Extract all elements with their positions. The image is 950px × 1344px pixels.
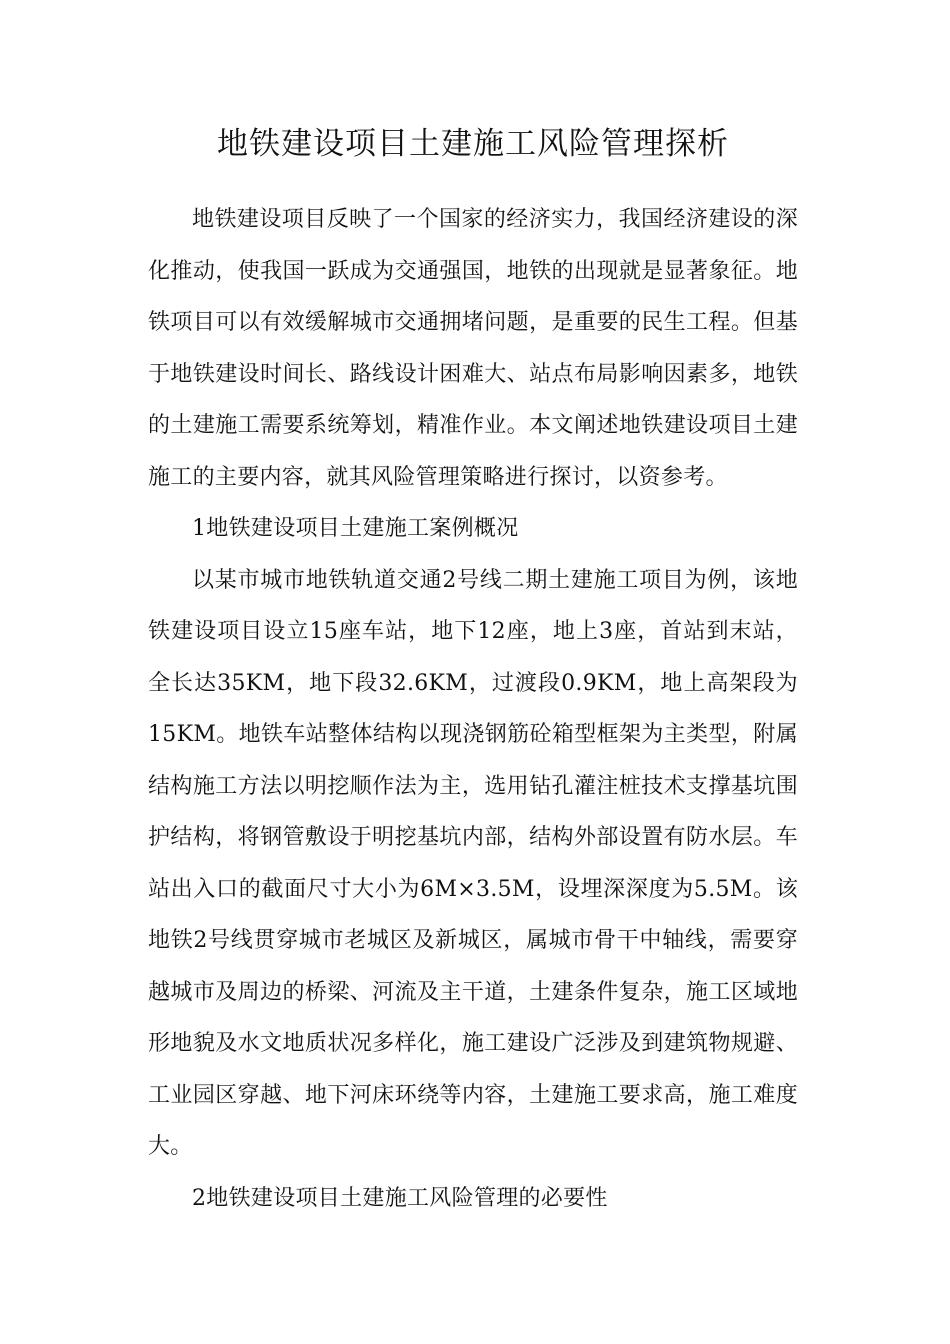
document-body (148, 194, 798, 1224)
document-title: 地铁建设项目土建施工风险管理探析 (217, 126, 729, 162)
intro-paragraph: 地铁建设项目反映了一个国家的经济实力，我国经济建设的深化推动，使我国一跃成为交通强国，地铁的出现就是显著象征。地铁项目可以有效缓解城市交通拥堵问题，是重要的民生工程。但基于地铁建设时间长、路线设计困难大、站点布局影响因素多，地铁的土建施工需要系统筹划，精准作业。本文阐述地铁建设项目土建施工的主要内容，就其风险管理策略进行探讨，以资参考。 (148, 207, 798, 490)
section-heading-2: 2地铁建设项目土建施工风险管理的必要性 (192, 1185, 608, 1211)
section-heading-1: 1地铁建设项目土建施工案例概况 (192, 516, 519, 541)
case-overview-paragraph: 以某市城市地铁轨道交通2号线二期土建施工项目为例，该地铁建设项目设立15座车站，地下12座，地上3座，首站到末站，全长达35KM，地下段32.6KM，过渡段0.9KM，地上高架段为15KM。地铁车站整体结构以现浇钢筋砼箱型框架为主类型，附属结构施工方法以明挖顺作法为主，选用钻孔灌注桩技术支撑基坑围护结构，将钢管敷设于明挖基坑内部，结构外部设置有防水层。车站出入口的截面尺寸大小为6M×3.5M，设埋深深度为5.5M。该地铁2号线贯穿城市老城区及新城区，属城市骨干中轴线，需要穿越城市及周边的桥梁、河流及主干道，土建条件复杂，施工区域地形地貌及水文地质状况多样化，施工建设广泛涉及到建筑物规避、工业园区穿越、地下河床环绕等内容，土建施工要求高，施工难度大。 (148, 567, 798, 1159)
